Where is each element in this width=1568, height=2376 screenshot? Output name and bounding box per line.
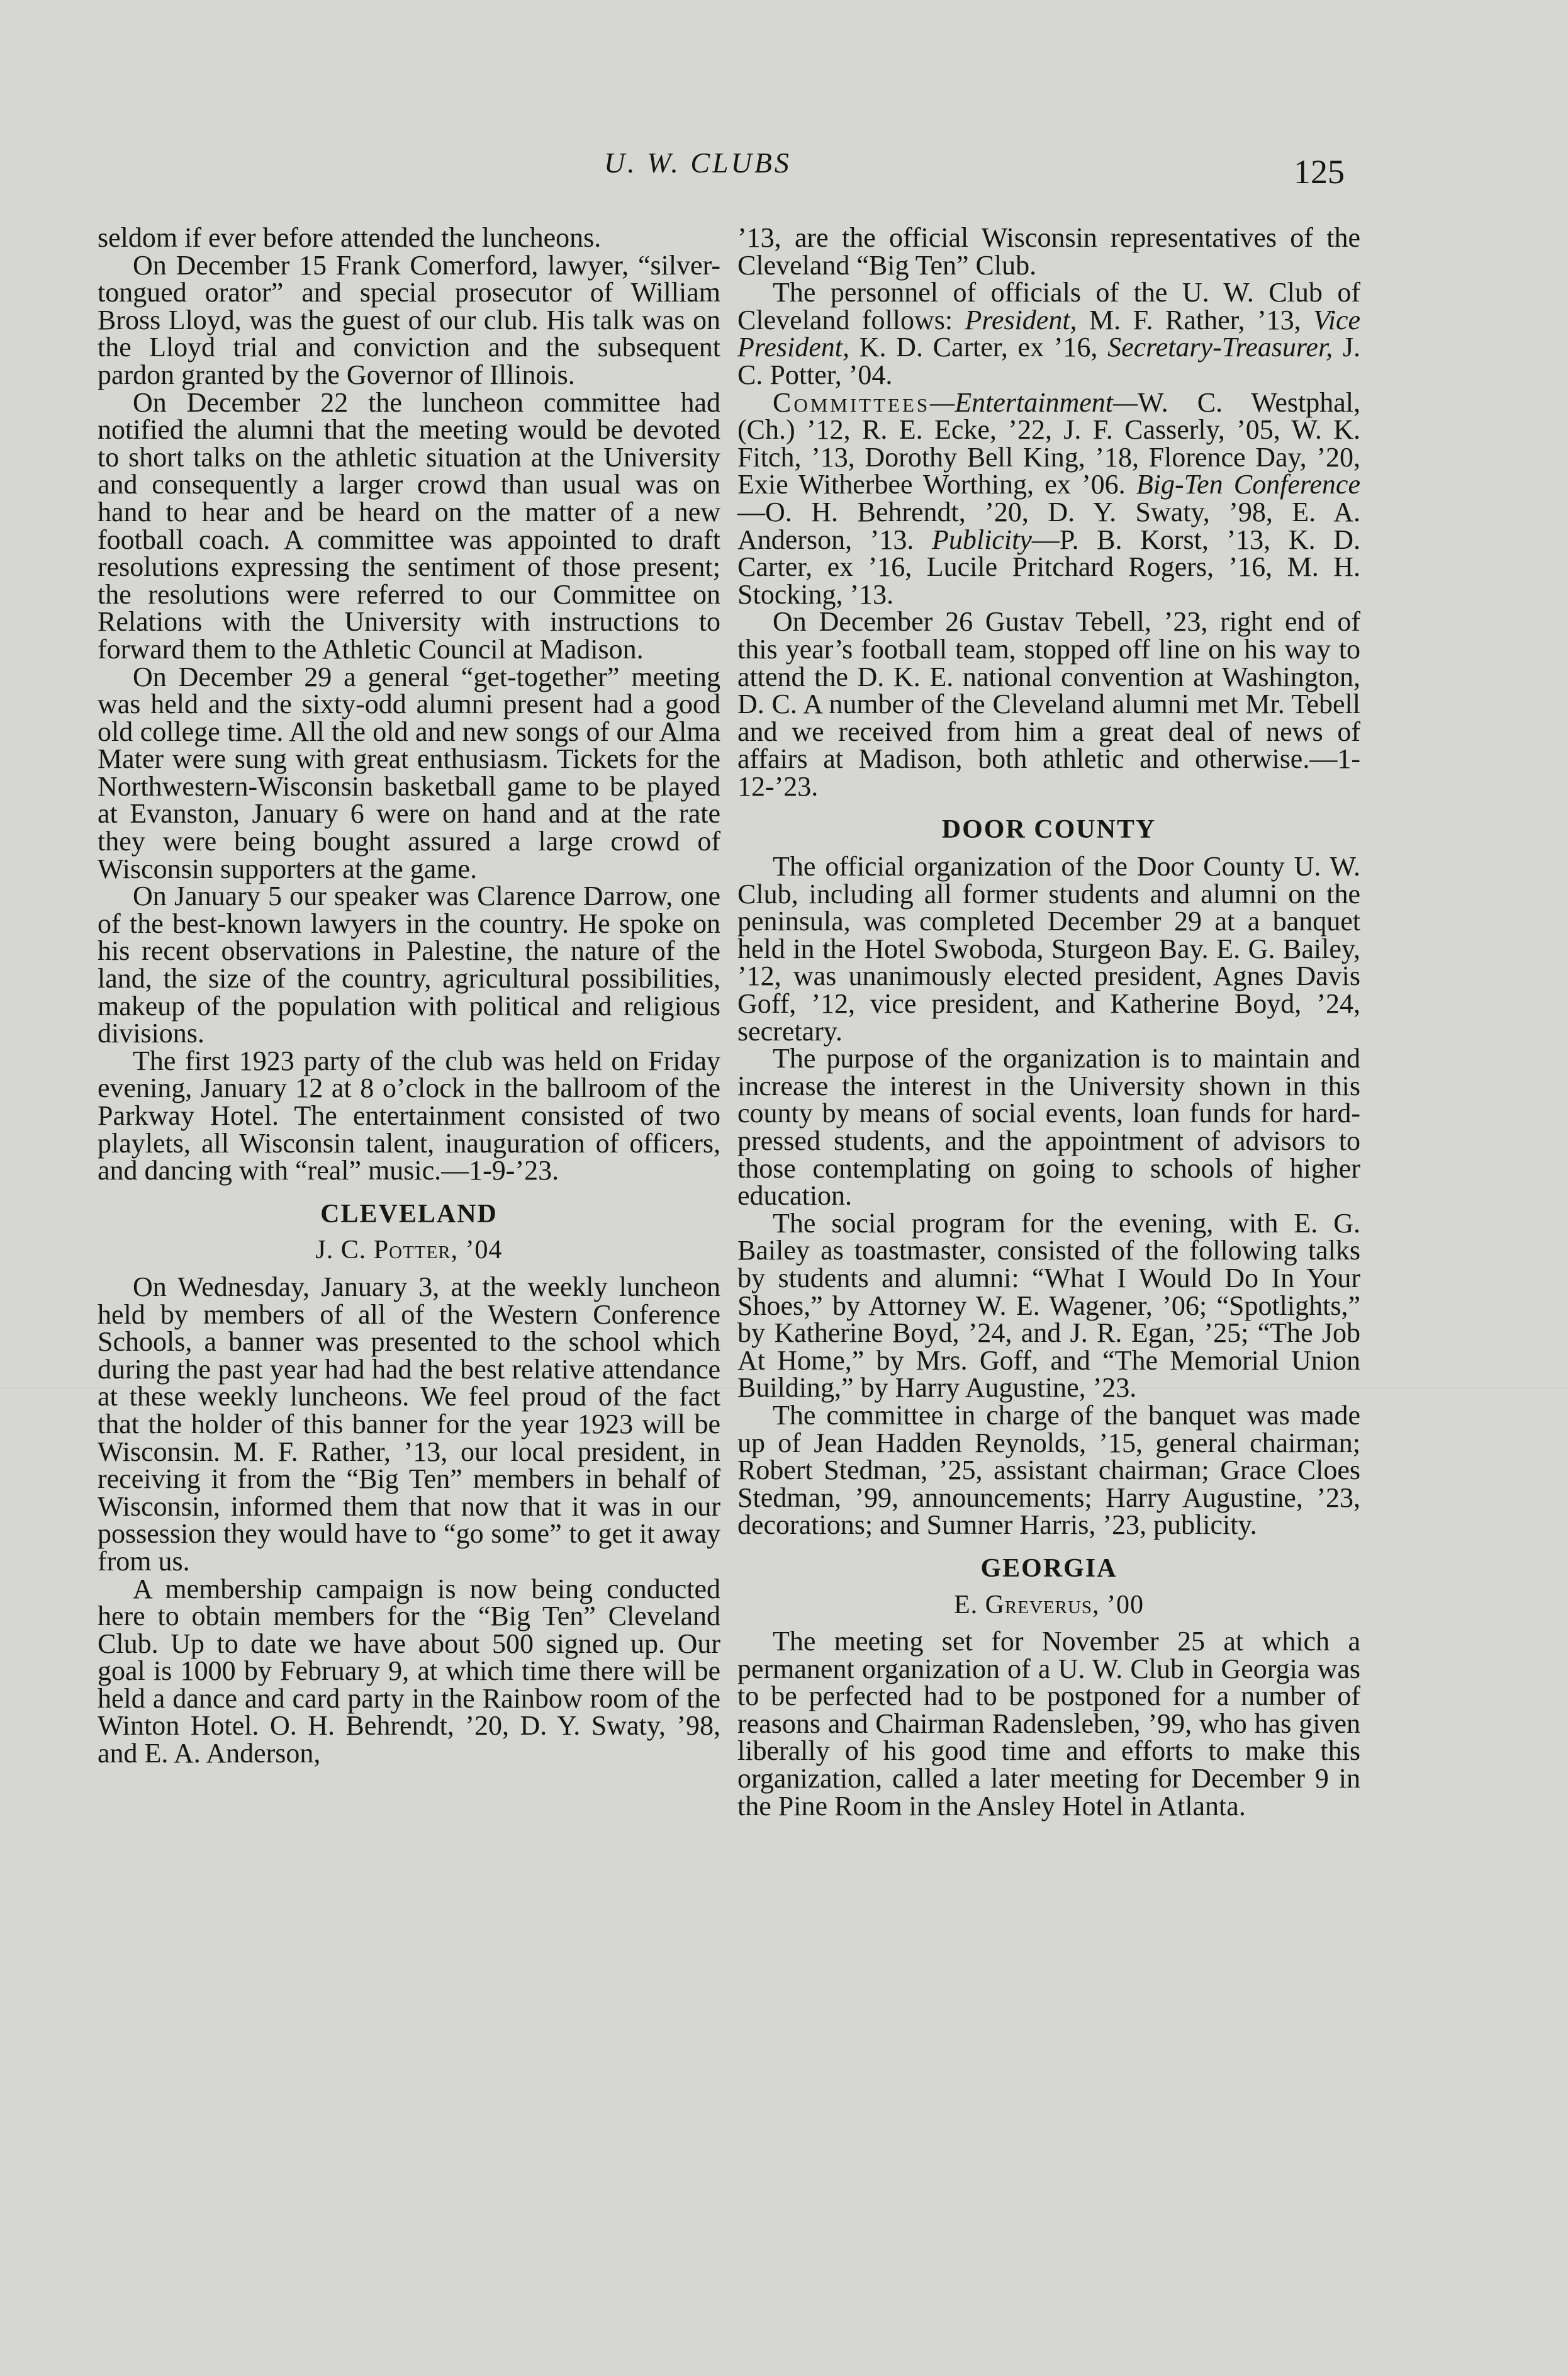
title-president: President, [965,304,1077,335]
paragraph: On December 15 Frank Comerford, lawyer, “silver-tongued orator” and special prosecutor of William Bross Lloyd, was the guest of our club. His talk was on the Lloyd trial and conviction and the subsequent pardon granted by the Governor of Illinois. [98,249,720,390]
paragraph: seldom if ever before attended the luncheons. [98,222,602,253]
big-ten-conference-label: Big-Ten Conference [1136,469,1360,500]
section-heading-georgia: GEORGIA [980,1553,1117,1583]
byline-georgia: E. Greverus, ’00 [953,1590,1145,1619]
text-run: K. D. Carter, ex ’16, [849,332,1108,363]
paragraph: ’13, are the official Wisconsin representatives of the Cleveland “Big Ten” Club. [737,222,1360,281]
text-run: M. F. Rather, ’13, [1077,304,1314,335]
page-number: 125 [1294,153,1345,191]
text-run: —P. B. Korst, ’13, K. D. Carter, ex ’16, Lucile Pritchard Rogers, ’16, M. H. Stocking, ’13. [737,524,1361,610]
paragraph: The committee in charge of the banquet was made up of Jean Hadden Reynolds, ’15, general chairman; Robert Stedman, ’25, assistant chairman; Grace Cloes Stedman, ’99, announcements; Harry Augustine, ’23, decorations; and Sumner Harris, ’23, publicity. [737,1399,1360,1541]
paragraph: On December 29 a general “get-together” meeting was held and the sixty-odd alumni present had a good old college time. All the old and new songs of our Alma Mater were sung with great enthusiasm. Tickets for the Northwestern-Wisconsin basketball game to be played at Evanston, January 6 were on hand and at the rate they were being bought assured a large crowd of Wisconsin supporters at the game. [98,661,720,884]
text-run: J. C. Potter, ’04. [737,332,1361,390]
byline-cleveland: J. C. Potter, ’04 [315,1236,503,1265]
section-heading-door-county: DOOR COUNTY [941,815,1156,845]
title-vice-president: Vice President, [737,304,1361,363]
paragraph-officers [737,279,1360,388]
text-run: W. C. Westphal, (Ch.) ’12, R. E. Ecke, ’22, J. F. Casserly, ’05, W. K. Fitch, ’13, Dorothy Bell King, ’18, Florence Day, ’20, Exie Witherbee Worthing, ex ’06. [737,386,1360,500]
title-secretary-treasurer: Secretary-Treasurer, [1107,332,1333,363]
paragraph: A membership campaign is now being conducted here to obtain members for the “Big Ten” Cleveland Club. Up to date we have about 500 signed up. Our goal is 1000 by February 9, at which time there will be held a dance and card party in the Rainbow room of the Winton Hotel. O. H. Behrendt, ’20, D. Y. Swaty, ’98, and E. A. Anderson, [98,1573,720,1769]
paragraph: The meeting set for November 25 at which a permanent organization of a U. W. Club in Georgia was to be perfected had to be postponed for a number of reasons and Chairman Radensleben, ’99, who has given liberally of his good time and efforts to make this organization, called a later meeting for December 9 in the Pine Room in the Ansley Hotel in Atlanta. [737,1626,1360,1821]
paragraph: The social program for the evening, with E. G. Bailey as toastmaster, consisted of the following talks by students and alumni: “What I Would Do In Your Shoes,” by Attorney W. E. Wagener, ’06; “Spotlights,” by Katherine Boyd, ’24, and J. R. Egan, ’25; “The Job At Home,” by Mrs. Goff, and “The Memorial Union Building,” by Harry Augustine, ’23. [737,1207,1360,1404]
entertainment-label: —Entertainment— [930,386,1138,418]
text-run: The personnel of officials of the U. W. Club of Cleveland follows: [737,277,1360,335]
left-column [98,224,720,1767]
text-run: —O. H. Behrendt, ’20, D. Y. Swaty, ’98, E. A. Anderson, ’13. [737,496,1360,555]
paragraph-committees [737,386,1361,610]
paragraph: On Wednesday, January 3, at the weekly luncheon held by members of all of the Western Conference Schools, a banner was presented to the school which during the past year had had the best relative attendance at these weekly luncheons. We feel proud of the fact that the holder of this banner for the year 1923 will be Wisconsin. M. F. Rather, ’13, our local president, in receiving it from the “Big Ten” members in behalf of Wisconsin, informed them that now that it was in our possession they would have to “go some” to get it away from us. [98,1271,720,1577]
running-head: U. W. CLUBS [604,147,792,179]
section-heading-cleveland: CLEVELAND [320,1199,498,1229]
paragraph: The first 1923 party of the club was held on Friday evening, January 12 at 8 o’clock in the ballroom of the Parkway Hotel. The entertainment consisted of two playlets, all Wisconsin talent, inauguration of officers, and dancing with “real” music.—1-9-’23. [98,1045,720,1186]
paragraph: On January 5 our speaker was Clarence Darrow, one of the best-known lawyers in the country. He spoke on his recent observations in Palestine, the nature of the land, the size of the country, agricultural possibilities, makeup of the population with political and religious divisions. [98,881,720,1049]
right-column [737,224,1360,1820]
paragraph: On December 26 Gustav Tebell, ’23, right end of this year’s football team, stopped off line on his way to attend the D. K. E. national convention at Washington, D. C. A number of the Cleveland alumni met Mr. Tebell and we received from him a great deal of news of affairs at Madison, both athletic and otherwise.—1-12-’23. [737,606,1360,802]
paragraph: The official organization of the Door County U. W. Club, including all former students and alumni on the peninsula, was completed December 29 at a banquet held in the Hotel Swoboda, Sturgeon Bay. E. G. Bailey, ’12, was unanimously elected president, Agnes Davis Goff, ’12, vice president, and Katherine Boyd, ’24, secretary. [737,851,1360,1047]
committees-label: Committees [773,386,931,418]
paragraph: The purpose of the organization is to maintain and increase the interest in the University shown in this county by means of social events, loan funds for hard-pressed students, and the appointment of advisors to those contemplating on going to schools of higher education. [737,1043,1360,1212]
paragraph: On December 22 the luncheon committee had notified the alumni that the meeting would be devoted to short talks on the athletic situation at the University and consequently a larger crowd than usual was on hand to hear and be heard on the matter of a new football coach. A committee was appointed to draft resolutions expressing the sentiment of those present; the resolutions were referred to our Committee on Relations with the University with instructions to forward them to the Athletic Council at Madison. [98,386,720,665]
publicity-label: Publicity [932,524,1032,555]
